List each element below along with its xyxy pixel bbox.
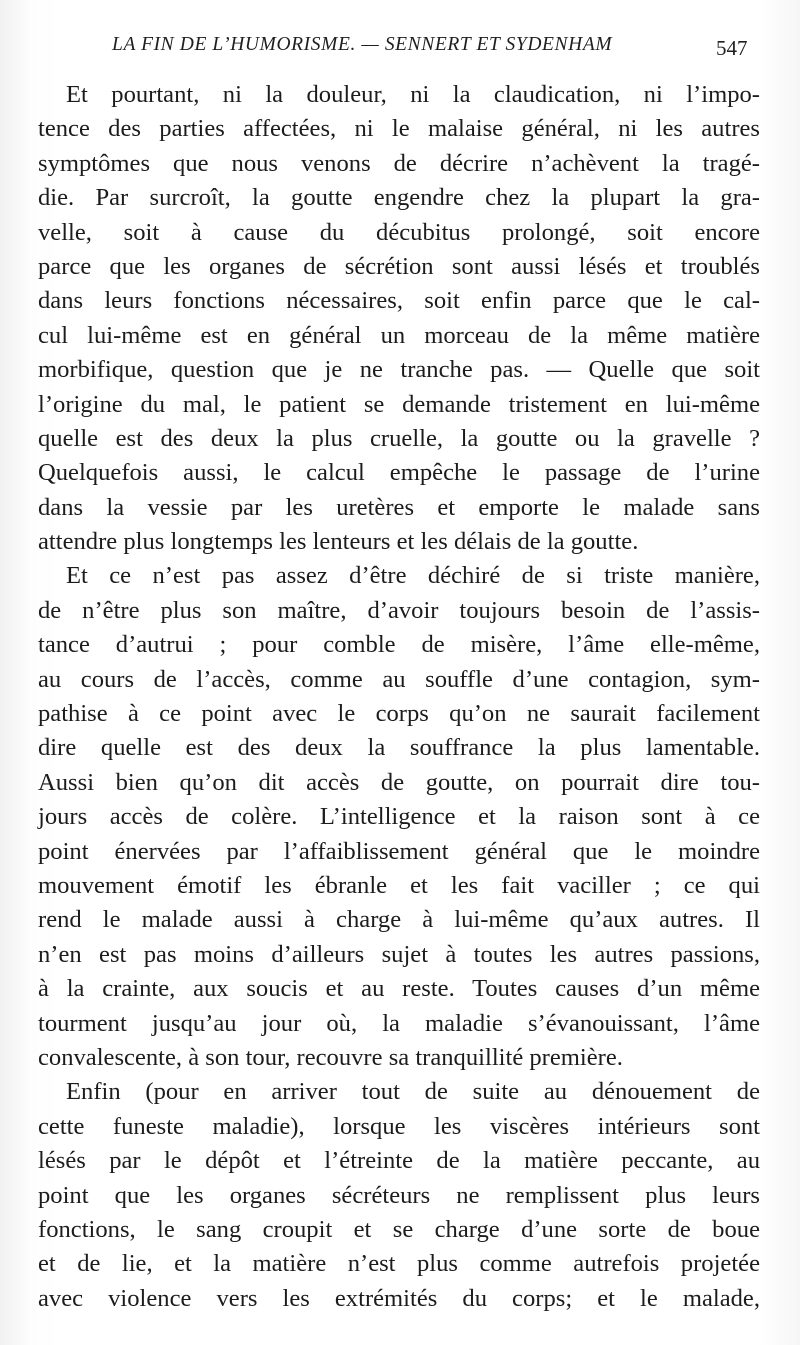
- text-line: Et ce n’est pas assez d’être déchiré de si triste manière,: [66, 562, 760, 590]
- text-line: cul lui-même est en général un morceau de la même matière: [38, 321, 760, 349]
- text-line: jours accès de colère. L’intelligence et la raison sont à ce: [38, 803, 760, 831]
- text-line: convalescente, à son tour, recouvre sa tranquillité première.: [38, 1043, 623, 1071]
- text-line: rend le malade aussi à charge à lui-même qu’aux autres. Il: [38, 906, 760, 934]
- text-line: Enfin (pour en arriver tout de suite au dénouement de: [66, 1078, 760, 1106]
- text-line: symptômes que nous venons de décrire n’achèvent la tragé-: [38, 149, 760, 177]
- running-head-title: LA FIN DE L’HUMORISME. — SENNERT ET SYDENHAM: [112, 34, 613, 55]
- text-line: parce que les organes de sécrétion sont aussi lésés et troublés: [38, 252, 760, 280]
- text-line: tence des parties affectées, ni le malaise général, ni les autres: [38, 115, 760, 143]
- text-line: au cours de l’accès, comme au souffle d’une contagion, sym-: [38, 665, 760, 693]
- text-line: tourment jusqu’au jour où, la maladie s’évanouissant, l’âme: [38, 1009, 760, 1037]
- text-line: Quelquefois aussi, le calcul empêche le passage de l’urine: [38, 459, 760, 487]
- text-line: fonctions, le sang croupit et se charge d’une sorte de boue: [38, 1215, 760, 1243]
- text-line: morbifique, question que je ne tranche pas. — Quelle que soit: [38, 356, 760, 384]
- text-line: velle, soit à cause du décubitus prolongé, soit encore: [38, 218, 760, 246]
- text-line: Aussi bien qu’on dit accès de goutte, on pourrait dire tou-: [38, 768, 760, 796]
- text-line: tance d’autrui ; pour comble de misère, l’âme elle-même,: [38, 631, 760, 659]
- text-line: de n’être plus son maître, d’avoir toujours besoin de l’assis-: [38, 596, 760, 624]
- text-line: Et pourtant, ni la douleur, ni la claudication, ni l’impo-: [66, 81, 760, 108]
- text-line: avec violence vers les extrémités du corps; et le malade,: [38, 1284, 760, 1312]
- body-text: [38, 78, 760, 1316]
- text-line: mouvement émotif les ébranle et les fait vaciller ; ce qui: [38, 871, 760, 899]
- text-line: point que les organes sécréteurs ne remplissent plus leurs: [38, 1181, 760, 1209]
- text-line: dans la vessie par les uretères et emporte le malade sans: [38, 493, 760, 521]
- text-line: point énervées par l’affaiblissement général que le moindre: [38, 837, 760, 865]
- text-line: attendre plus longtemps les lenteurs et les délais de la goutte.: [38, 528, 639, 556]
- text-line: dire quelle est des deux la souffrance la plus lamentable.: [38, 734, 760, 762]
- text-line: dans leurs fonctions nécessaires, soit enfin parce que le cal-: [38, 287, 760, 315]
- text-line: et de lie, et la matière n’est plus comme autrefois projetée: [38, 1250, 760, 1278]
- text-line: die. Par surcroît, la goutte engendre chez la plupart la gra-: [38, 184, 760, 212]
- text-line: à la crainte, aux soucis et au reste. Toutes causes d’un même: [38, 975, 760, 1003]
- text-line: n’en est pas moins d’ailleurs sujet à toutes les autres passions,: [38, 940, 760, 968]
- text-line: quelle est des deux la plus cruelle, la goutte ou la gravelle ?: [38, 424, 760, 452]
- text-line: cette funeste maladie), lorsque les viscères intérieurs sont: [38, 1112, 760, 1140]
- text-line: lésés par le dépôt et l’étreinte de la matière peccante, au: [38, 1147, 760, 1175]
- text-line: pathise à ce point avec le corps qu’on ne saurait facilement: [38, 700, 760, 728]
- page-number: 547: [716, 36, 748, 60]
- text-line: l’origine du mal, le patient se demande tristement en lui-même: [38, 390, 760, 418]
